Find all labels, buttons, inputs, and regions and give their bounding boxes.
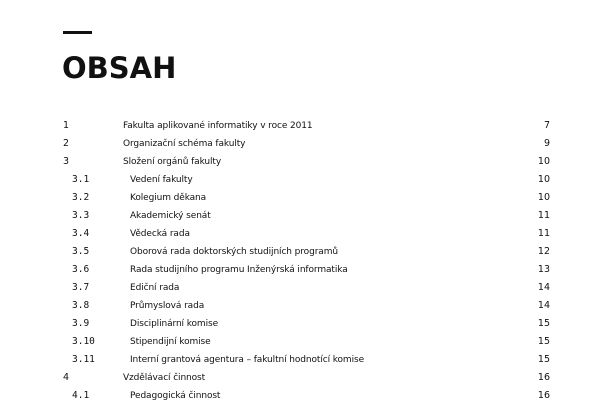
toc-entry-title: Ediční rada (130, 283, 180, 293)
toc-entry[interactable] (0, 135, 606, 153)
toc-entry-title: Vzdělávací činnost (123, 373, 206, 383)
toc-subentry[interactable] (0, 207, 606, 225)
toc-entry-title: Akademický senát (130, 211, 211, 221)
toc-entry-page: 9 (543, 138, 550, 149)
toc-entry-number: 3.1 (72, 174, 90, 185)
toc-entry-page: 12 (537, 246, 550, 257)
toc-entry-title: Fakulta aplikované informatiky v roce 2011 (123, 121, 313, 131)
toc-entry-page: 11 (537, 228, 550, 239)
table-of-contents (0, 117, 606, 405)
toc-entry-number: 3 (63, 156, 70, 167)
toc-entry[interactable] (0, 117, 606, 135)
toc-entry-number: 3.3 (72, 210, 90, 221)
toc-subentry[interactable] (0, 171, 606, 189)
toc-entry-page: 15 (537, 354, 550, 365)
toc-entry-page: 10 (537, 174, 550, 185)
toc-subentry[interactable] (0, 279, 606, 297)
toc-entry-title: Pedagogická činnost (130, 391, 221, 401)
toc-entry-page: 13 (537, 264, 550, 275)
toc-entry-title: Stipendijní komise (130, 337, 211, 347)
toc-subentry[interactable] (0, 225, 606, 243)
toc-entry-number: 3.5 (72, 246, 90, 257)
toc-entry-number: 3.8 (72, 300, 90, 311)
toc-subentry[interactable] (0, 261, 606, 279)
toc-entry-number: 4.1 (72, 390, 90, 401)
toc-entry-page: 16 (537, 372, 550, 383)
toc-subentry[interactable] (0, 351, 606, 369)
toc-entry-page: 14 (537, 282, 550, 293)
toc-entry-number: 3.11 (72, 354, 95, 365)
toc-entry-number: 1 (63, 120, 70, 131)
toc-entry[interactable] (0, 153, 606, 171)
toc-subentry[interactable] (0, 189, 606, 207)
toc-entry-page: 16 (537, 390, 550, 401)
toc-entry-title: Kolegium děkana (130, 193, 207, 203)
toc-entry-title: Vedení fakulty (130, 175, 193, 185)
toc-subentry[interactable] (0, 315, 606, 333)
toc-entry-number: 3.4 (72, 228, 90, 239)
toc-entry-title: Vědecká rada (130, 229, 190, 239)
toc-entry-number: 3.9 (72, 318, 90, 329)
heading-rule (63, 31, 92, 34)
toc-entry[interactable] (0, 369, 606, 387)
toc-entry-page: 10 (537, 156, 550, 167)
toc-entry-title: Interní grantová agentura – fakultní hodnotící komise (130, 355, 365, 365)
toc-entry-number: 3.6 (72, 264, 90, 275)
toc-subentry[interactable] (0, 333, 606, 351)
toc-entry-title: Průmyslová rada (130, 301, 205, 311)
toc-entry-page: 10 (537, 192, 550, 203)
toc-entry-title: Organizační schéma fakulty (123, 139, 246, 149)
toc-subentry[interactable] (0, 297, 606, 315)
toc-subentry[interactable] (0, 387, 606, 405)
toc-entry-page: 15 (537, 336, 550, 347)
toc-subentry[interactable] (0, 243, 606, 261)
toc-entry-number: 3.7 (72, 282, 90, 293)
toc-entry-page: 14 (537, 300, 550, 311)
toc-entry-number: 3.2 (72, 192, 90, 203)
page-title: OBSAH (62, 51, 177, 85)
toc-entry-number: 3.10 (72, 336, 95, 347)
toc-entry-page: 11 (537, 210, 550, 221)
toc-entry-title: Disciplinární komise (130, 319, 219, 329)
toc-entry-number: 4 (63, 372, 70, 383)
toc-entry-number: 2 (63, 138, 70, 149)
toc-entry-title: Oborová rada doktorských studijních programů (130, 247, 338, 257)
toc-entry-title: Složení orgánů fakulty (123, 157, 222, 167)
toc-entry-page: 7 (543, 120, 550, 131)
toc-entry-page: 15 (537, 318, 550, 329)
toc-entry-title: Rada studijního programu Inženýrská informatika (130, 265, 348, 275)
